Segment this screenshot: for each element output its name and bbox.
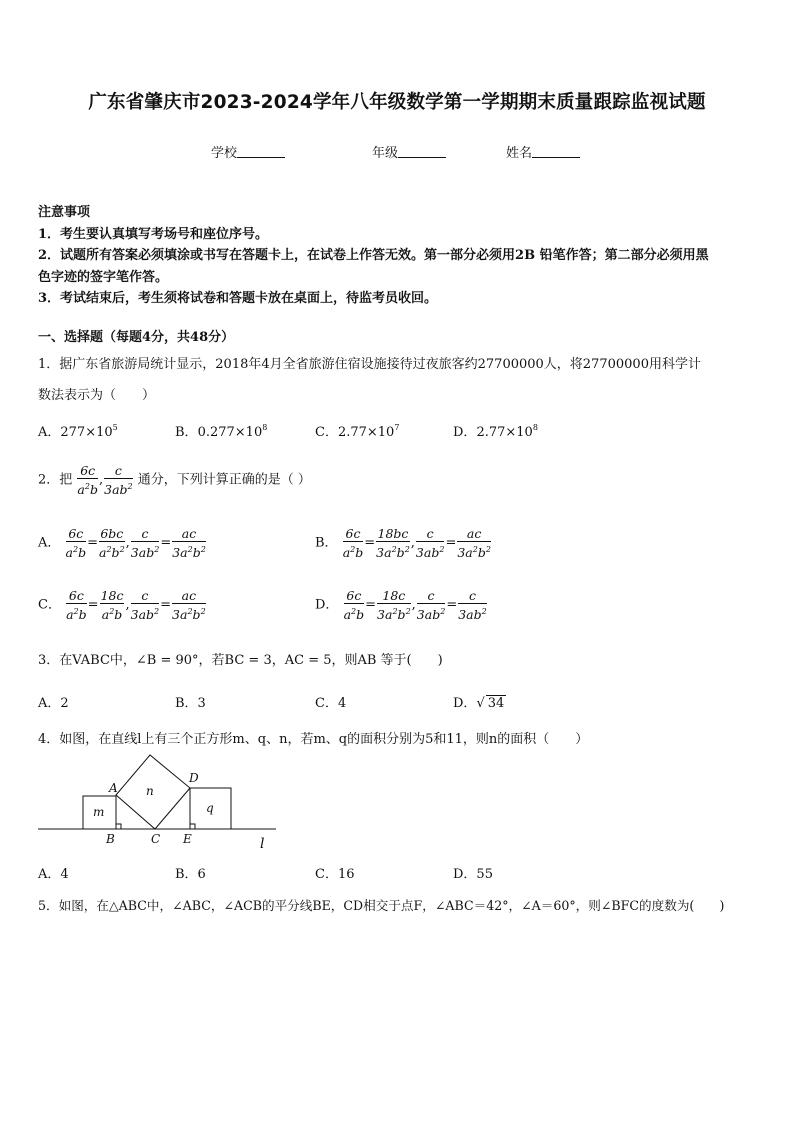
q2-stem: 2．把 $\frac{6c}{a^2b}$ , $\frac{c}{3ab^2}$ 通分，下列计算正确的是（ ）: [38, 463, 311, 498]
label-n: n: [146, 784, 154, 798]
q2-option-b: B． $\frac{6c}{a^2b}$ = $\frac{18bc}{3a^2b^2}$ , $\frac{c}{3ab^2}$ = $\frac{ac}{3a^2b^2}$: [315, 526, 491, 561]
note-line: 2．试题所有答案必须填涂或书写在答题卡上，在试卷上作答无效。第一部分必须用2B 铅笔作答；第二部分必须用黑: [38, 248, 709, 263]
q3-stem: 3．在VABC中，∠B = 90°，若BC = 3，AC = 5，则AB 等于( ): [38, 653, 443, 668]
q1-stem-line1: 1．据广东省旅游局统计显示，2018年4月全省旅游住宿设施接待过夜旅客约27700000人，将27700000用科学计: [38, 357, 701, 372]
right-angle-e: [190, 824, 195, 829]
label-a: A: [109, 781, 118, 795]
label-q: q: [206, 801, 214, 815]
q4-option-b: B．6: [175, 867, 206, 882]
q4-stem: 4．如图，在直线l上有三个正方形m、q、n，若m、q的面积分别为5和11，则n的面积（ ）: [38, 732, 589, 747]
q4-option-d: D．55: [453, 867, 493, 882]
q2-option-a: A． $\frac{6c}{a^2b}$ = $\frac{6bc}{a^2b^2}$ , $\frac{c}{3ab^2}$ = $\frac{ac}{3a^2b^2}$: [38, 526, 206, 561]
label-b: B: [106, 832, 115, 846]
label-m: m: [93, 805, 105, 819]
fraction: $\frac{6c}{a^2b}$: [77, 463, 98, 498]
notes-block: [38, 202, 760, 310]
q1-option-c: C．$2.77\times 10^7$: [315, 423, 400, 440]
fraction: $\frac{c}{3ab^2}$: [104, 463, 133, 498]
sqrt-sign: √: [476, 696, 485, 711]
q1-stem-line2: 数法表示为（ ）: [38, 388, 156, 403]
q3-option-b: B．3: [175, 696, 206, 711]
note-line: 色字迹的签字笔作答。: [38, 269, 169, 285]
q1-option-b: B．$0.277\times 10^8$: [175, 423, 268, 440]
note-line: 1．考生要认真填写考场号和座位序号。: [38, 226, 269, 242]
school-label: 学校: [211, 146, 238, 161]
q1-option-d: D．$2.77\times 10^8$: [453, 423, 538, 440]
label-e: E: [183, 832, 192, 846]
right-angle-b: [116, 824, 121, 829]
q2-option-c: C． $\frac{6c}{a^2b}$ = $\frac{18c}{a^2b}$ , $\frac{c}{3ab^2}$ = $\frac{ac}{3a^2b^2}$: [38, 588, 206, 623]
q2-option-d: D． $\frac{6c}{a^2b}$ = $\frac{18c}{3a^2b^2}$ , $\frac{c}{3ab^2}$ = $\frac{c}{3ab^2}$: [315, 588, 487, 623]
squares-figure: [36, 752, 286, 852]
note-line: 3．考试结束后，考生须将试卷和答题卡放在桌面上，待监考员收回。: [38, 291, 438, 306]
name-label: 姓名: [506, 146, 533, 161]
label-c: C: [151, 832, 161, 846]
q5-stem: 5．如图，在△ABC中，∠ABC，∠ACB的平分线BE，CD相交于点F，∠ABC＝42°，∠A＝60°，则∠BFC的度数为( ): [38, 898, 725, 913]
page-title: 广东省肇庆市2023-2024学年八年级数学第一学期期末质量跟踪监视试题: [88, 92, 706, 113]
name-field: [506, 142, 580, 161]
grade-label: 年级: [372, 146, 399, 161]
q3-option-c: C．4: [315, 696, 347, 711]
grade-field: [372, 142, 446, 161]
label-l: l: [260, 836, 265, 852]
school-blank: [237, 145, 285, 158]
school-field: [211, 142, 285, 161]
q1-option-a: A．$277\times 10^5$: [38, 423, 118, 440]
notes-heading: 注意事项: [38, 205, 91, 220]
q3-option-d: D．√ 34: [453, 696, 505, 711]
grade-blank: [398, 145, 446, 158]
q4-option-c: C．16: [315, 867, 355, 882]
section-heading: 一、选择题（每题4分，共48分）: [38, 330, 235, 345]
name-blank: [532, 145, 580, 158]
label-d: D: [189, 771, 199, 785]
q3-option-a: A．2: [38, 696, 69, 711]
q4-option-a: A．4: [38, 867, 69, 882]
